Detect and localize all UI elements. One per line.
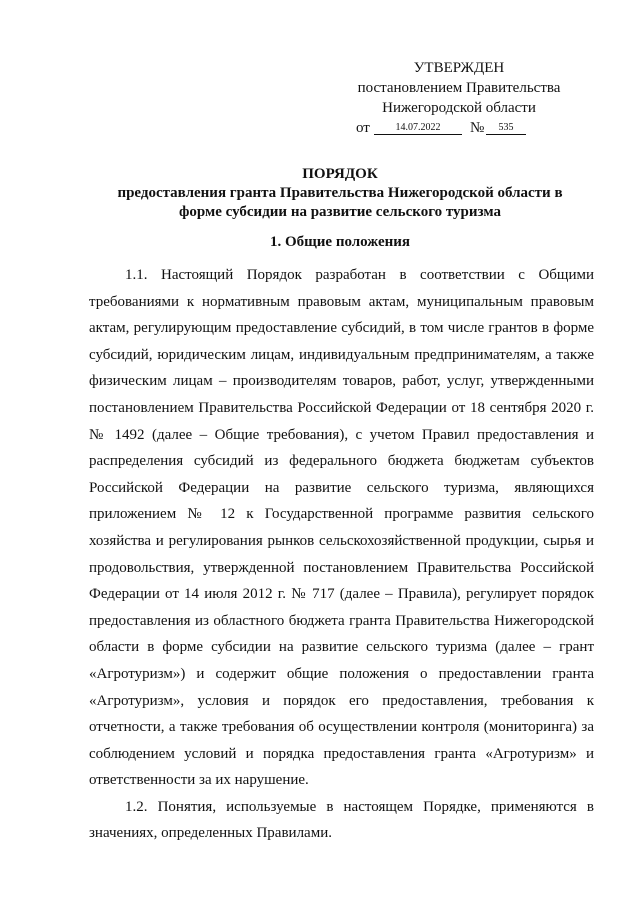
approval-date-line	[334, 118, 584, 140]
approval-resolution-line: постановлением Правительства	[357, 80, 561, 96]
document-subtitle: предоставления гранта Правительства Нижегородской области в форме субсидии на развитие сельского туризма	[117, 185, 563, 220]
paragraph-1-2: 1.2. Понятия, используемые в настоящем Порядке, применяются в значениях, определенных Правилами.	[89, 798, 594, 842]
approval-date: 14.07.2022	[374, 118, 462, 135]
document-title-block	[60, 165, 620, 222]
number-prefix: №	[470, 120, 485, 136]
approval-number: 535	[486, 118, 526, 135]
date-prefix: от	[356, 120, 370, 136]
document-title: ПОРЯДОК	[302, 166, 378, 182]
approval-region-line: Нижегородской области	[382, 100, 536, 116]
document-body	[89, 262, 594, 847]
approval-heading: УТВЕРЖДЕН	[413, 60, 505, 76]
section-heading: 1. Общие положения	[269, 234, 411, 250]
approval-stamp	[334, 58, 584, 140]
paragraph-1-1: 1.1. Настоящий Порядок разработан в соответствии с Общими требованиями к нормативным правовым актам, муниципальным правовым актам, регулирующим предоставление субсидий, в том числе грантов в форме субсидий, юридическим лицам, индивидуальным предпринимателям, а также физическим лицам – производителям товаров, работ, услуг, утвержденными постановлением Правительства Российской Федерации от 18 сентября 2020 г. № 1492 (далее – Общие требования), с учетом Правил предоставления и распределения субсидий из федерального бюджета бюджетам субъектов Российской Федерации на развитие сельского туризма, являющихся приложением № 12 к Государственной программе развития сельского хозяйства и регулирования рынков сельскохозяйственной продукции, сырья и продовольствия, утвержденной постановлением Правительства Российской Федерации от 14 июля 2012 г. № 717 (далее – Правила), регулирует порядок предоставления из областного бюджета гранта Правительства Нижегородской области в форме субсидии на развитие сельского туризма (далее – грант «Агротуризм») и содержит общие положения о предоставлении гранта «Агротуризм», условия и порядок его предоставления, требования к отчетности, а также требования об осуществлении контроля (мониторинга) за соблюдением условий и порядка предоставления гранта «Агротуризм» и ответственности за их нарушение.	[89, 267, 594, 789]
